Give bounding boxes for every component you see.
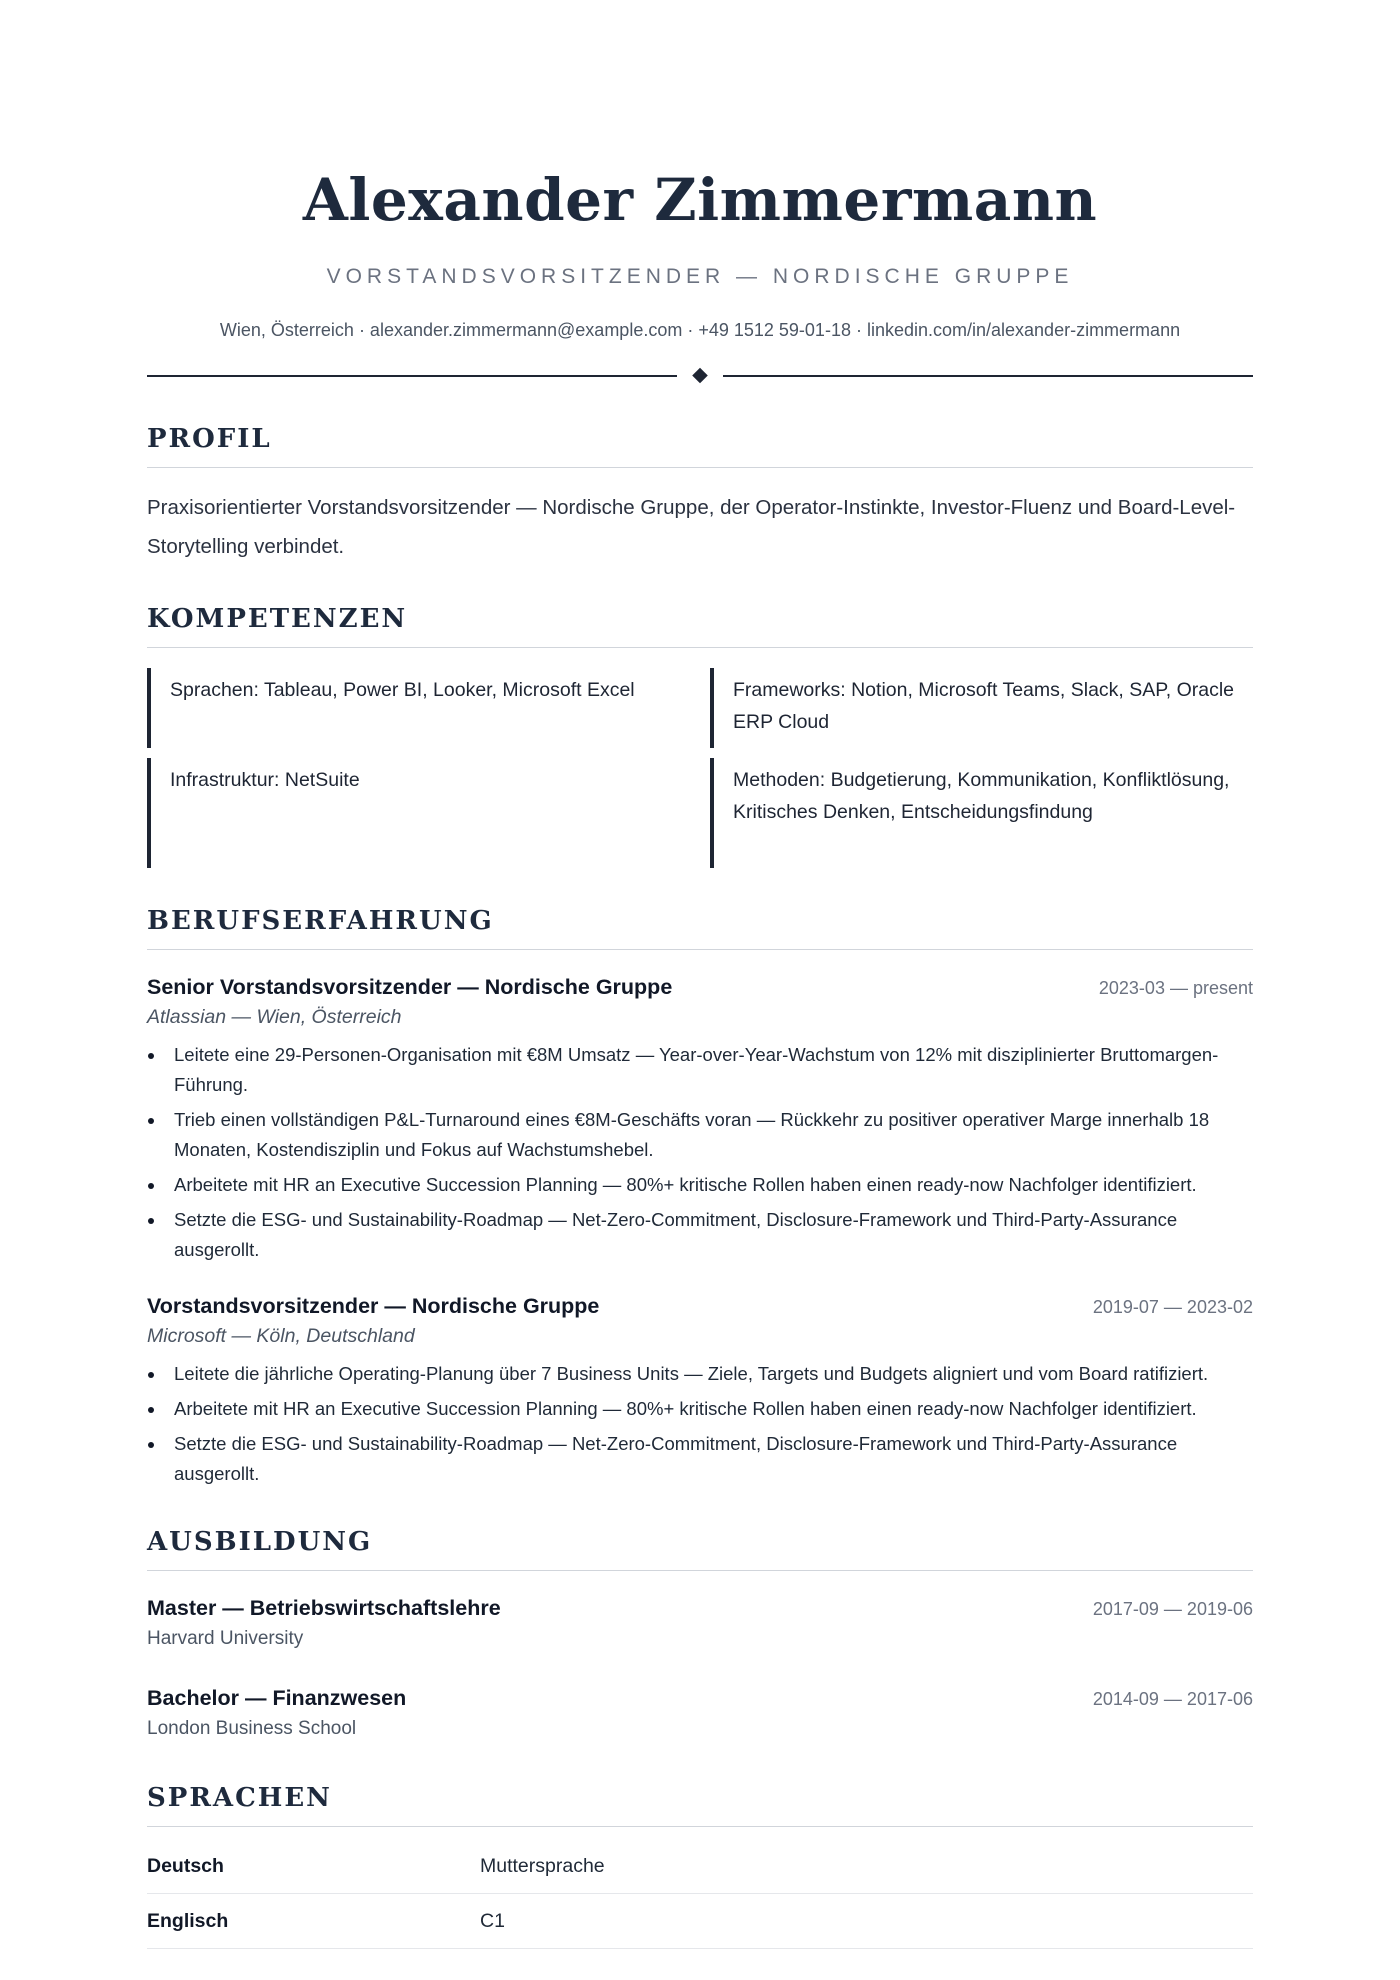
skill-item: Frameworks: Notion, Microsoft Teams, Slack, SAP, Oracle ERP Cloud <box>710 668 1253 748</box>
experience-heading: BERUFSERFAHRUNG <box>147 904 1253 950</box>
education-header <box>147 1593 1253 1623</box>
profile-text: Praxisorientierter Vorstandsvorsitzender — Nordische Gruppe, der Operator-Instinkte, Investor-Fluenz und Board-Level-Storytelling verbindet. <box>147 496 1236 558</box>
profile-heading: PROFIL <box>147 422 1253 468</box>
education-dates: 2017-09 — 2019-06 <box>1092 1599 1253 1619</box>
bullet-item: Setzte die ESG- und Sustainability-Roadmap — Net-Zero-Commitment, Disclosure-Framework und Third-Party-Assurance ausgerollt. <box>147 1429 1253 1489</box>
diamond-icon <box>692 368 708 384</box>
skills-grid <box>147 668 1253 868</box>
job-company: Microsoft — Köln, Deutschland <box>147 1325 415 1347</box>
skill-item: Infrastruktur: NetSuite <box>147 758 690 868</box>
languages-table <box>147 1839 1253 1949</box>
education-dates: 2014-09 — 2017-06 <box>1092 1689 1253 1709</box>
divider-line-left <box>147 375 677 377</box>
job-header <box>147 972 1253 1002</box>
job-entry <box>147 972 1253 1265</box>
degree-title: Master — Betriebswirtschaftslehre <box>147 1596 501 1620</box>
profile-section <box>147 422 1253 566</box>
education-entry <box>147 1593 1253 1655</box>
skills-section <box>147 602 1253 868</box>
job-bullets <box>147 1040 1253 1265</box>
resume-header <box>147 0 1253 342</box>
experience-section <box>147 904 1253 1489</box>
education-heading: AUSBILDUNG <box>147 1525 1253 1571</box>
school-name: London Business School <box>147 1718 357 1739</box>
bullet-item: Setzte die ESG- und Sustainability-Roadmap — Net-Zero-Commitment, Disclosure-Framework und Third-Party-Assurance ausgerollt. <box>147 1205 1253 1265</box>
bullet-item: Arbeitete mit HR an Executive Succession Planning — 80%+ kritische Rollen haben einen ready-now Nachfolger identifiziert. <box>147 1170 1253 1200</box>
job-dates: 2019-07 — 2023-02 <box>1092 1297 1253 1317</box>
job-title: Senior Vorstandsvorsitzender — Nordische Gruppe <box>147 975 673 999</box>
contact-line: Wien, Österreich · alexander.zimmermann@example.com · +49 1512 59-01-18 · linkedin.com/in/alexander-zimmermann <box>219 320 1181 340</box>
education-entry <box>147 1683 1253 1745</box>
languages-heading: SPRACHEN <box>147 1781 1253 1827</box>
language-level: Muttersprache <box>480 1854 605 1877</box>
bullet-item: Trieb einen vollständigen P&L-Turnaround eines €8M-Geschäfts voran — Rückkehr zu positiver operativer Marge innerhalb 18 Monaten, Kostendisziplin und Fokus auf Wachstumshebel. <box>147 1105 1253 1165</box>
education-section <box>147 1525 1253 1745</box>
languages-section <box>147 1781 1253 1949</box>
school-name: Harvard University <box>147 1628 304 1649</box>
skill-item: Methoden: Budgetierung, Kommunikation, Konfliktlösung, Kritisches Denken, Entscheidungsfindung <box>710 758 1253 868</box>
job-title: Vorstandsvorsitzender — Nordische Gruppe <box>147 1294 600 1318</box>
skills-heading: KOMPETENZEN <box>147 602 1253 648</box>
job-company: Atlassian — Wien, Österreich <box>147 1006 402 1028</box>
job-headline: VORSTANDSVORSITZENDER — NORDISCHE GRUPPE <box>326 265 1074 288</box>
job-bullets <box>147 1359 1253 1489</box>
language-level: C1 <box>480 1909 505 1932</box>
job-header <box>147 1291 1253 1321</box>
person-name: Alexander Zimmermann <box>302 166 1098 234</box>
language-row <box>147 1839 1253 1894</box>
bullet-item: Arbeitete mit HR an Executive Succession Planning — 80%+ kritische Rollen haben einen ready-now Nachfolger identifiziert. <box>147 1394 1253 1424</box>
job-dates: 2023-03 — present <box>1098 978 1253 998</box>
skill-item: Sprachen: Tableau, Power BI, Looker, Microsoft Excel <box>147 668 690 748</box>
divider-line-right <box>723 375 1253 377</box>
language-row <box>147 1894 1253 1949</box>
language-name: Englisch <box>147 1909 229 1932</box>
degree-title: Bachelor — Finanzwesen <box>147 1686 407 1710</box>
job-entry <box>147 1291 1253 1489</box>
bullet-item: Leitete die jährliche Operating-Planung über 7 Business Units — Ziele, Targets und Budgets aligniert und vom Board ratifiziert. <box>147 1359 1253 1389</box>
bullet-item: Leitete eine 29-Personen-Organisation mit €8M Umsatz — Year-over-Year-Wachstum von 12% mit disziplinierter Bruttomargen-Führung. <box>147 1040 1253 1100</box>
education-header <box>147 1683 1253 1713</box>
header-divider <box>147 366 1253 386</box>
language-name: Deutsch <box>147 1854 224 1877</box>
